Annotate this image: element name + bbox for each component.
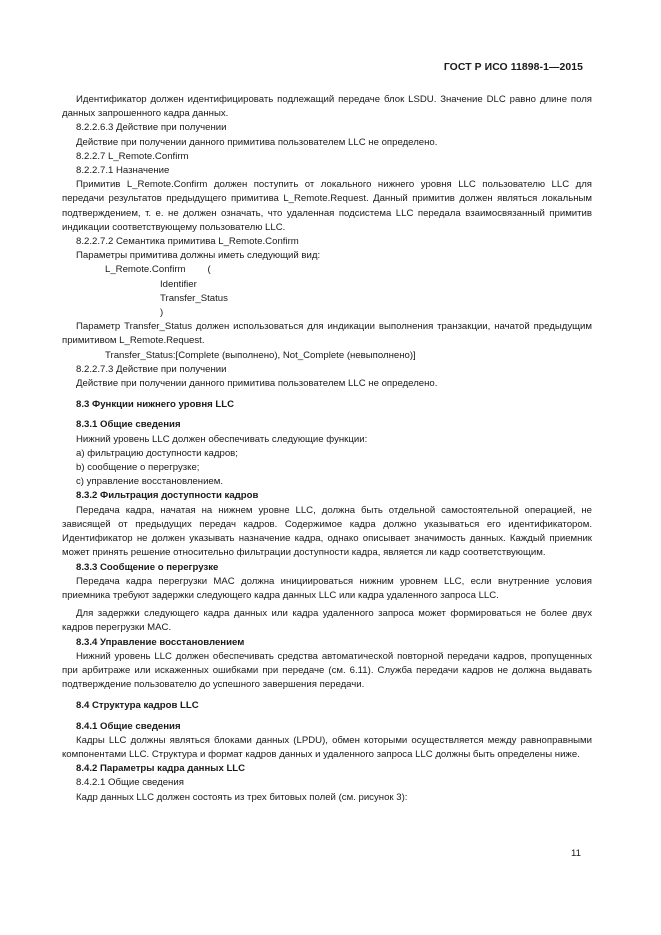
section-heading: 8.2.2.7.1 Назначение (76, 165, 170, 177)
section-heading-8-3-3: 8.3.3 Сообщение о перегрузке (76, 561, 219, 573)
transfer-status-values: Transfer_Status:[Complete (выполнено), Not_Complete (невыполнено)] (105, 349, 416, 361)
paragraph: Действие при получении данного примитива пользователем LLC не определено. (76, 378, 438, 390)
open-paren: ( (207, 264, 211, 276)
parameter-identifier: Identifier (160, 278, 197, 290)
close-paren: ) (160, 307, 164, 319)
paragraph: Идентификатор должен идентифицировать подлежащий передаче блок LSDU. Значение DLC равно длине поля данных запрошенного кадра данных. (62, 94, 592, 120)
paragraph: Передача кадра перегрузки MAC должна инициироваться нижним уровнем LLC, если внутренние условия приемника требуют задержки следующего кадра данных LLC или кадра удаленного запроса LLC. (62, 575, 592, 601)
list-item: a) фильтрацию доступности кадров; (76, 447, 238, 459)
section-heading: 8.4.2.1 Общие сведения (76, 777, 184, 789)
section-heading-8-3-4: 8.3.4 Управление восстановлением (76, 636, 245, 648)
paragraph: Параметр Transfer_Status должен использоваться для индикации выполнения транзакции, начатой предыдущим примитивом L_Remote.Request. (62, 321, 592, 347)
section-heading-8-3-2: 8.3.2 Фильтрация доступности кадров (76, 490, 259, 502)
section-heading-8-4: 8.4 Структура кадров LLC (76, 700, 199, 712)
section-heading: 8.2.2.7.3 Действие при получении (76, 363, 227, 375)
section-heading-8-4-1: 8.4.1 Общие сведения (76, 720, 181, 732)
paragraph: Передача кадра, начатая на нижнем уровне LLC, должна быть отдельной самостоятельной операцией, не зависящей от предыдущих передач кадров. Содержимое кадра должно указываться его идентификатором. Идентификатор не должен указывать назначение кадра, однако описывает значимость данных. Каждый приемник может принять решение относительно фильтрации доступности кадра, является ли кадр соответствующим. (62, 504, 592, 559)
standard-header: ГОСТ Р ИСО 11898-1—2015 (443, 62, 583, 73)
page-content (62, 93, 592, 805)
paragraph: Действие при получении данного примитива пользователем LLC не определено. (76, 136, 438, 148)
paragraph: Для задержки следующего кадра данных или кадра удаленного запроса может формироваться не более двух кадров перегрузки MAC. (62, 608, 592, 634)
list-item: b) сообщение о перегрузке; (76, 462, 200, 474)
primitive-definition (62, 263, 592, 277)
paragraph: Параметры примитива должны иметь следующий вид: (76, 250, 321, 262)
list-item: c) управление восстановлением. (76, 476, 224, 488)
paragraph: Кадр данных LLC должен состоять из трех битовых полей (см. рисунок 3): (76, 791, 408, 803)
section-heading-8-4-2: 8.4.2 Параметры кадра данных LLC (76, 763, 246, 775)
primitive-name: L_Remote.Confirm (105, 264, 186, 276)
paragraph: Нижний уровень LLC должен обеспечивать средства автоматической повторной передачи кадров, пропущенных при арбитраже или искаженных ошибками при передаче (см. 6.11). Служба передачи кадров не должна выдавать подтверждение пользователю до успешного завершения передачи. (62, 650, 592, 691)
section-heading-8-3-1: 8.3.1 Общие сведения (76, 419, 181, 431)
paragraph: Кадры LLC должны являться блоками данных (LPDU), обмен которыми осуществляется между равноправными компонентами LLC. Структура и формат кадров данных и удаленного запроса LLC должны быть определены ниже. (62, 734, 592, 760)
section-heading: 8.2.2.6.3 Действие при получении (76, 122, 227, 134)
parameter-transfer-status: Transfer_Status (160, 292, 228, 304)
section-heading: 8.2.2.7.2 Семантика примитива L_Remote.Confirm (76, 236, 299, 248)
paragraph: Нижний уровень LLC должен обеспечивать следующие функции: (76, 433, 368, 445)
paragraph: Примитив L_Remote.Confirm должен поступить от локального нижнего уровня LLC пользователю LLC для передачи результатов предыдущего примитива L_Remote.Request. Данный примитив должен являться локальным подтверждением, т. е. не должен означать, что удаленная подсистема LLC передала взаимосвязанный примитив индикации соответствующему пользователю LLC. (62, 179, 592, 233)
section-heading-8-3: 8.3 Функции нижнего уровня LLC (76, 399, 235, 411)
page-number: 11 (571, 848, 581, 859)
section-heading: 8.2.2.7 L_Remote.Confirm (76, 150, 189, 162)
